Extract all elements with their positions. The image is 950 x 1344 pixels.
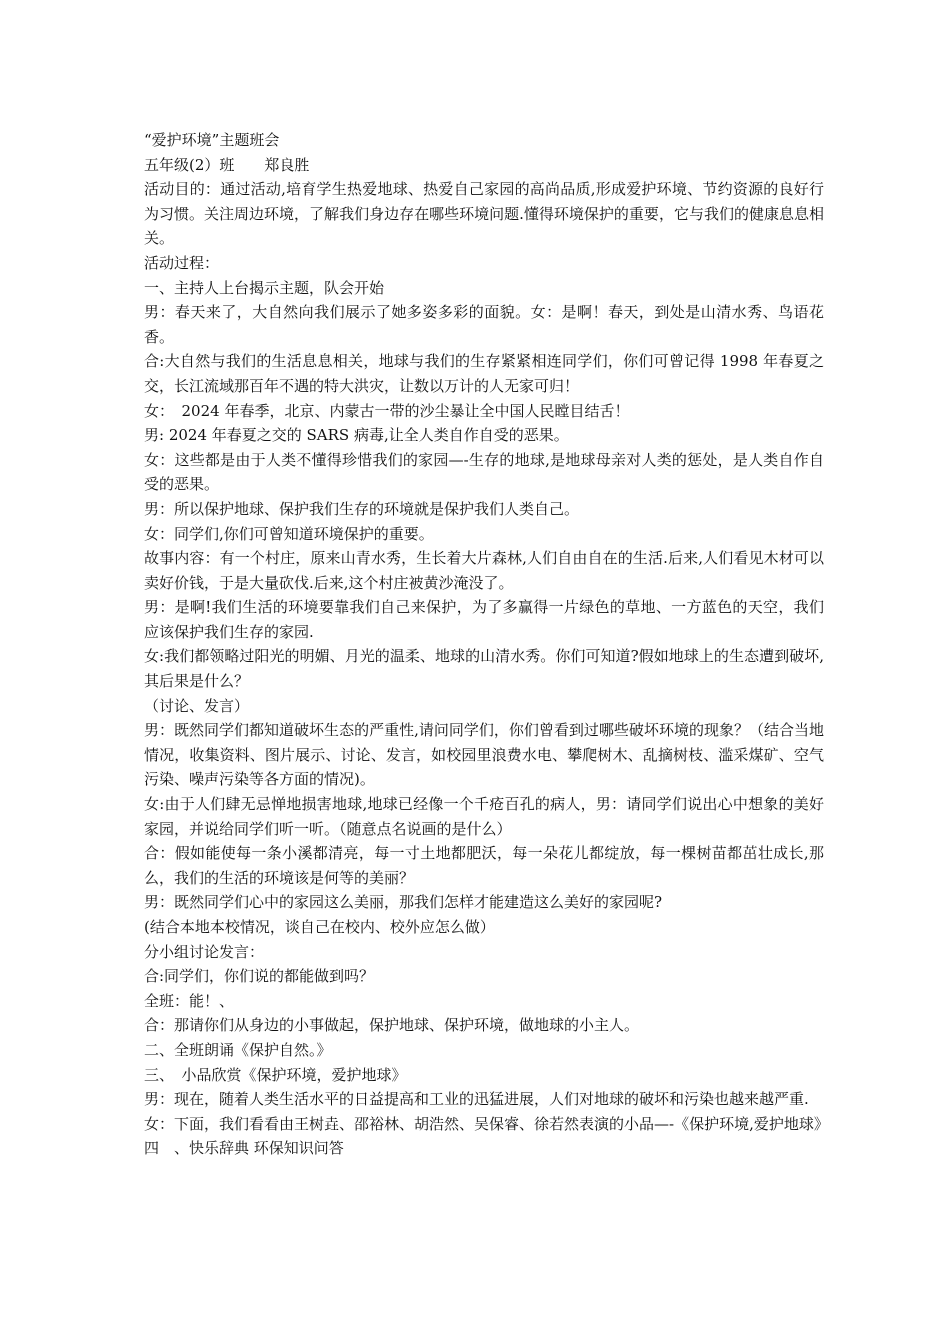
paragraph: 女：下面，我们看看由王树垚、邵裕林、胡浩然、吴保睿、徐若然表演的小品—-《保护环境,爱护地球》 [144,1114,829,1133]
paragraph: 活动目的：通过活动,培育学生热爱地球、热爱自己家园的高尚品质,形成爱护环境、节约资源的良好行为习惯。关注周边环境，了解我们身边存在哪些环境问题.懂得环境保护的重要，它与我们的健康息息相关。 [144,180,824,248]
paragraph: 一、主持人上台揭示主题，队会开始 [144,278,385,297]
paragraph: 女:我们都领略过阳光的明媚、月光的温柔、地球的山清水秀。你们可知道?假如地球上的生态遭到破坏,其后果是什么？ [144,647,824,691]
paragraph: 男: 2024 年春夏之交的 SARS 病毒,让全人类自作自受的恶果。 [144,426,569,445]
paragraph: 男：现在，随着人类生活水平的日益提高和工业的迅猛进展，人们对地球的破坏和污染也越来越严重. [144,1090,809,1109]
paragraph: 男：所以保护地球、保护我们生存的环境就是保护我们人类自己。 [144,499,580,518]
paragraph: 男：春天来了，大自然向我们展示了她多姿多彩的面貌。女：是啊！春天，到处是山清水秀、鸟语花香。 [144,303,824,346]
paragraph: （讨论、发言） [144,696,250,715]
paragraph: 故事内容：有一个村庄，原来山青水秀，生长着大片森林,人们自由自在的生活.后来,人们看见木材可以卖好价钱，于是大量砍伐.后来,这个村庄被黄沙淹没了。 [144,549,824,592]
paragraph: 全班：能！、 [144,991,235,1010]
paragraph-list [144,177,829,1161]
paragraph: 男：既然同学们心中的家园这么美丽，那我们怎样才能建造这么美好的家园呢? [144,893,663,912]
document-title: “爱护环境”主题班会 [144,131,280,149]
paragraph: 合:同学们，你们说的都能做到吗？ [144,967,375,986]
document-byline: 五年级(2）班 郑良胜 [144,155,310,174]
paragraph: 合:大自然与我们的生活息息相关，地球与我们的生存紧紧相连同学们，你们可曾记得 1998 年春夏之交，长江流域那百年不遇的特大洪灾，让数以万计的人无家可归！ [144,352,824,395]
paragraph: (结合本地本校情况，谈自己在校内、校外应怎么做） [144,918,495,936]
paragraph: 女：这些都是由于人类不懂得珍惜我们的家园—-生存的地球,是地球母亲对人类的惩处，是人类自作自受的恶果。 [144,450,824,494]
paragraph: 女:由于人们肆无忌惮地损害地球,地球已经像一个千疮百孔的病人，男：请同学们说出心中想象的美好家园，并说给同学们听一听。（随意点名说画的是什么） [144,795,824,838]
paragraph: 男：既然同学们都知道破坏生态的严重性,请问同学们，你们曾看到过哪些破坏环境的现象？（结合当地情况，收集资料、图片展示、讨论、发言，如校园里浪费水电、攀爬树木、乱摘树枝、滥采煤矿、空气污染、噪声污染等各方面的情况)。 [144,721,824,789]
paragraph: 分小组讨论发言： [144,942,265,961]
paragraph: 活动过程： [144,253,220,272]
paragraph: 男：是啊!我们生活的环境要靠我们自己来保护，为了多赢得一片绿色的草地、一方蓝色的天空，我们应该保护我们生存的家园. [144,598,824,641]
document-body [144,128,829,1161]
paragraph: 三、 小品欣赏《保护环境，爱护地球》 [144,1065,407,1084]
paragraph: 女： 2024 年春季，北京、内蒙古一带的沙尘暴让全中国人民瞠目结舌！ [144,401,630,420]
paragraph: 四 、快乐辞典 环保知识问答 [144,1139,344,1158]
paragraph: 女：同学们,你们可曾知道环境保护的重要。 [144,524,434,543]
paragraph: 合：那请你们从身边的小事做起，保护地球、保护环境，做地球的小主人。 [144,1016,640,1035]
paragraph: 二、全班朗诵《保护自然。》 [144,1040,332,1059]
paragraph: 合：假如能使每一条小溪都清亮，每一寸土地都肥沃，每一朵花儿都绽放，每一棵树苗都茁壮成长,那么，我们的生活的环境该是何等的美丽？ [144,844,824,887]
